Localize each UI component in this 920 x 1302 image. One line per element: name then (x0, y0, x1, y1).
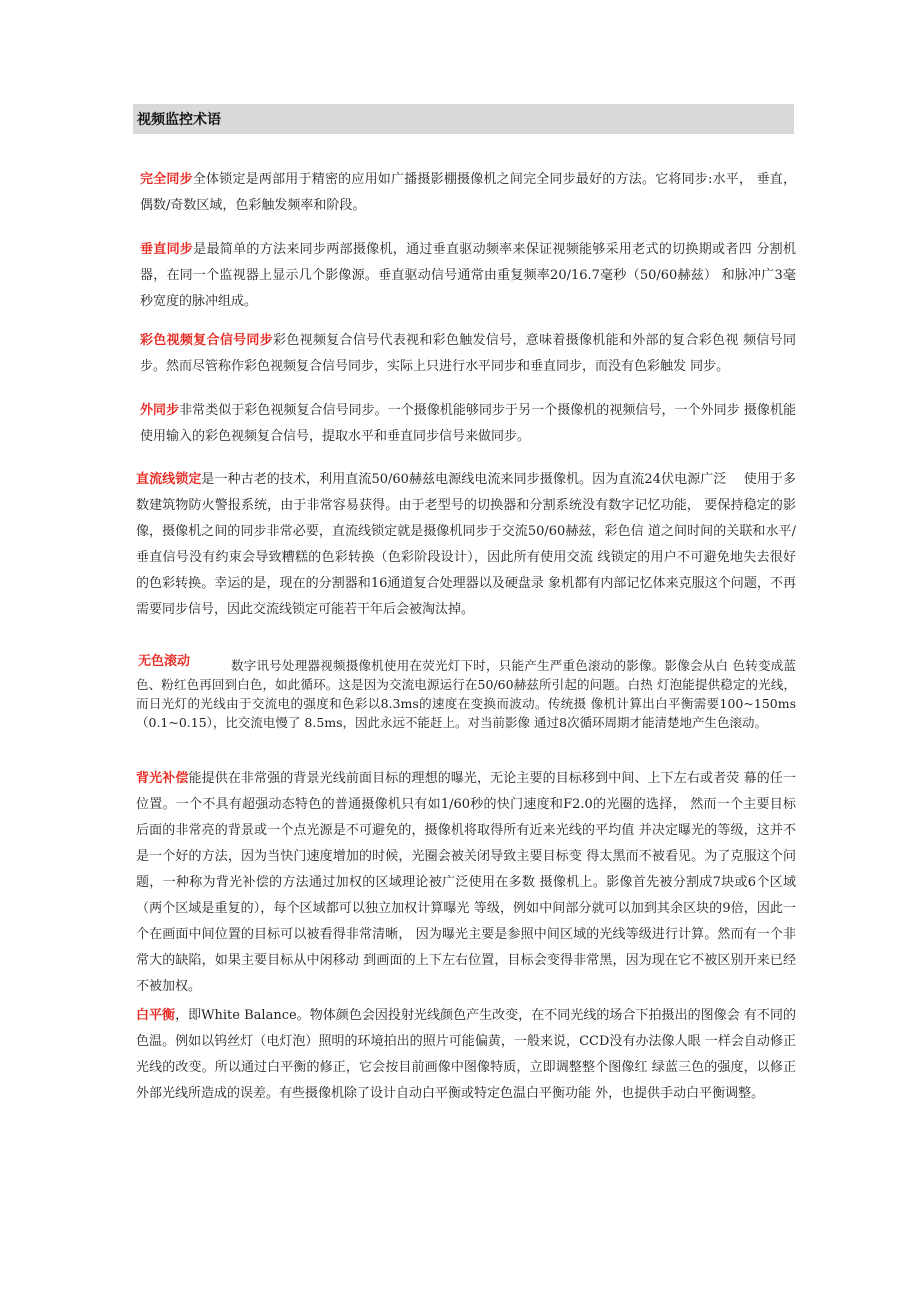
term-full-sync: 完全同步 (140, 172, 193, 187)
term-external-sync: 外同步 (140, 403, 180, 418)
paragraph-text: 彩色视频复合信号代表视和彩色触发信号，意味着摄像机能和外部的复合彩色视 频信号同步。然而尽管称作彩色视频复合信号同步，实际上只进行水平同步和垂直同步，而没有色彩触发 同步。 (140, 333, 796, 374)
title-bar (133, 104, 794, 134)
paragraph-text: 是一种古老的技术，利用直流50/60赫兹电源线电流来同步摄像机。因为直流24伏电源广泛 使用于多数建筑物防火警报系统，由于非常容易获得。由于老型号的切换器和分割系统没有数字记忆功能， 要保持稳定的影像，摄像机之间的同步非常必要，直流线锁定就是摄像机同步于交流50/60赫兹，彩色信 道之间时间的关联和水平/垂直信号没有约束会导致糟糕的色彩转换（色彩阶段设计），因此所有使用交流 线锁定的用户不可避免地失去很好的色彩转换。幸运的是，现在的分割器和16通道复合处理器以及硬盘录 象机都有内部记忆体来克服这个问题，不再需要同步信号，因此交流线锁定可能若干年后会被淘汰掉。 (136, 472, 796, 617)
paragraph-text: 非常类似于彩色视频复合信号同步。一个摄像机能够同步于另一个摄像机的视频信号，一个外同步 摄像机能使用输入的彩色视频复合信号，提取水平和垂直同步信号来做同步。 (140, 403, 796, 444)
term-backlight-compensation: 背光补偿 (136, 771, 189, 786)
page-title: 视频监控术语 (137, 112, 221, 128)
paragraph-vertical-sync (140, 237, 796, 315)
term-white-balance: 白平衡 (136, 1008, 176, 1023)
paragraph-text: 是最简单的方法来同步两部摄像机，通过垂直驱动频率来保证视频能够采用老式的切换期或者四 分割机器，在同一个监视器上显示几个影像源。垂直驱动信号通常由重复频率20/16.7毫秒（50/60赫兹） 和脉冲广3毫秒宽度的脉冲组成。 (140, 242, 796, 309)
term-composite-sync: 彩色视频复合信号同步 (140, 333, 274, 348)
term-line-lock: 直流线锁定 (136, 472, 202, 487)
paragraph-text: 全体锁定是两部用于精密的应用如广播摄影棚摄像机之间完全同步最好的方法。它将同步:水平， 垂直，偶数/奇数区域，色彩触发频率和阶段。 (140, 172, 796, 213)
paragraph-color-rolling: 数字讯号处理器视频摄像机使用在荧光灯下时，只能产生严重色滚动的影像。影像会从白 色转变成蓝色、粉红色再回到白色，如此循环。这是因为交流电源运行在50/60赫兹所引起的问题。白热 灯泡能提供稳定的光线，而日光灯的光线由于交流电的强度和色彩以8.3ms的速度在变换而波动。传统摄 像机计算出白平衡需要100~150ms（0.1~0.15），比交流电慢了 8.5ms，因此永远不能赶上。对当前影像 通过8次循环周期才能清楚地产生色滚动。 (136, 658, 796, 730)
paragraph-text: ，即White Balance。物体颜色会因投射光线颜色产生改变，在不同光线的场合下拍摄出的图像会 有不同的色温。例如以钨丝灯（电灯泡）照明的环境拍出的照片可能偏黄，一般来说，CCD没有办法像人眼 一样会自动修正光线的改变。所以通过白平衡的修正，它会按目前画像中图像特质，立即调整整个图像红 绿蓝三色的强度，以修正外部光线所造成的误差。有些摄像机除了设计自动白平衡或特定色温白平衡功能 外，也提供手动白平衡调整。 (136, 1008, 796, 1101)
term-vertical-sync: 垂直同步 (140, 242, 194, 257)
paragraph-line-lock (136, 467, 796, 623)
paragraph-white-balance (136, 1003, 796, 1107)
paragraph-backlight-compensation (136, 766, 796, 1000)
paragraph-full-sync (140, 167, 796, 219)
paragraph-external-sync (140, 398, 796, 450)
term-color-rolling: 无色滚动 (138, 654, 191, 669)
paragraph-text: 能提供在非常强的背景光线前面目标的理想的曝光，无论主要的目标移到中间、上下左右或者荧 幕的任一位置。一个不具有超强动态特色的普通摄像机只有如1/60秒的快门速度和F2.0的光圈的选择， 然而一个主要目标后面的非常亮的背景或一个点光源是不可避免的，摄像机将取得所有近来光线的平均值 并决定曝光的等级，这并不是一个好的方法，因为当快门速度增加的时候，光圈会被关闭导致主要目标变 得太黑而不被看见。为了克服这个问题，一种称为背光补偿的方法通过加权的区域理论被广泛使用在多数 摄像机上。影像首先被分割成7块或6个区域（两个区域是重复的），每个区域都可以独立加权计算曝光 等级，例如中间部分就可以加到其余区块的9倍，因此一个在画面中间位置的目标可以被看得非常清晰， 因为曝光主要是参照中间区域的光线等级进行计算。然而有一个非常大的缺陷，如果主要目标从中闲移动 到画面的上下左右位置，目标会变得非常黑，因为现在它不被区别开来已经不被加权。 (136, 771, 796, 994)
paragraph-composite-sync (140, 328, 796, 380)
